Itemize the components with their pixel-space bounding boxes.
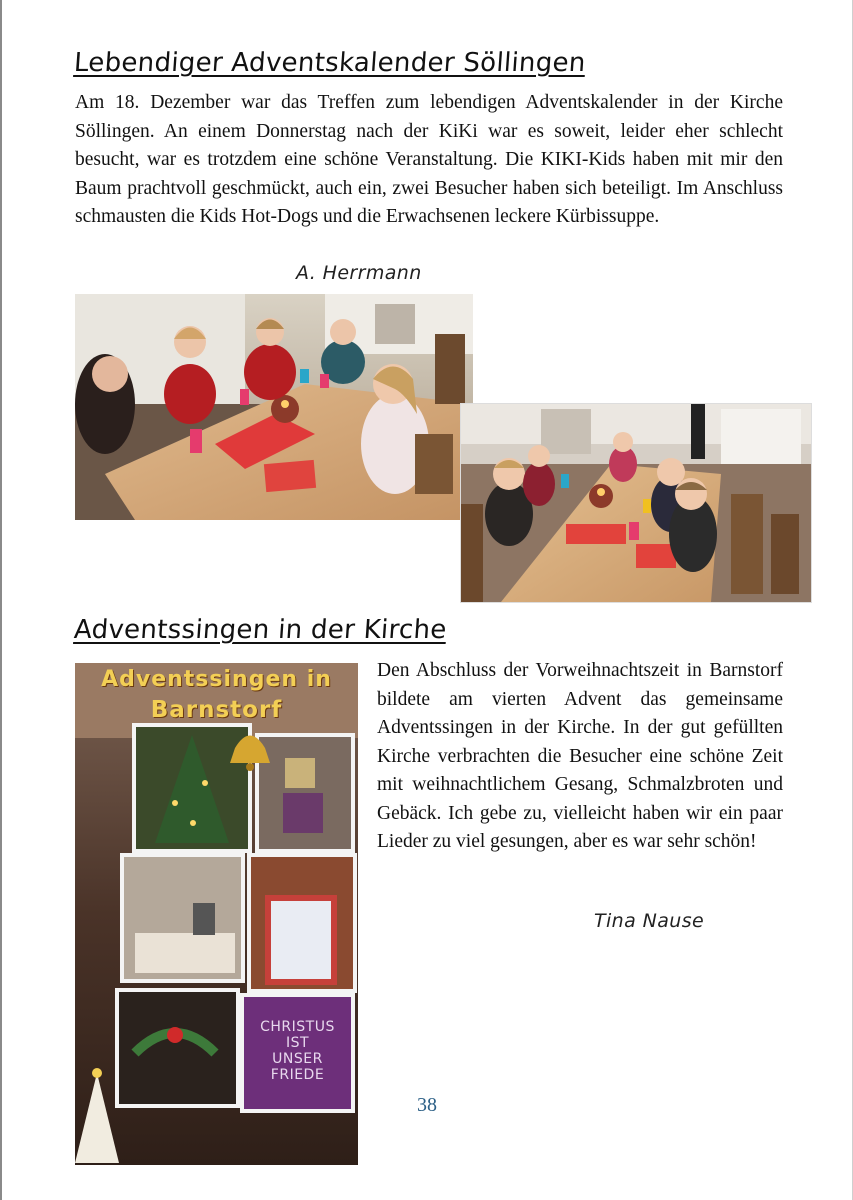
page-number: 38 <box>417 1094 437 1116</box>
section1-body-text: Am 18. Dezember war das Treffen zum lebendigen Adventskalender in der Kirche Söllingen. An einem Donnerstag nach der KiKi war es soweit, leider eher schlecht besucht, war es trotzdem eine schöne Veranstaltung. Die KIKI-Kids haben mit mir den Baum prachtvoll geschmückt, auch ein, zwei Besucher haben sich beteiligt. Im Anschluss schmausten die Kids Hot-Dogs und die Erwachsenen leckere Kürbissuppe. <box>75 92 783 227</box>
section2-body <box>377 657 783 857</box>
collage-art <box>75 663 358 1165</box>
banner-line-2: IST <box>285 1035 310 1051</box>
section1-body <box>75 89 783 232</box>
banner-line-1: CHRISTUS <box>260 1019 335 1035</box>
section1-signature: A. Herrmann <box>296 262 422 284</box>
page-left-edge <box>0 0 2 1200</box>
section2-signature: Tina Nause <box>594 910 705 932</box>
kids-table-photo-2 <box>460 403 812 603</box>
banner-line-3: UNSER <box>272 1051 323 1067</box>
section1-heading: Lebendiger Adventskalender Söllingen <box>72 48 587 78</box>
section2-heading: Adventssingen in der Kirche <box>72 615 448 645</box>
section2-body-text: Den Abschluss der Vorweihnachtszeit in Barnstorf bildete am vierten Advent das gemeinsame Adventssingen in der Kirche. In der gut gefüllten Kirche verbrachten die Besucher eine schöne Zeit mit weihnachtlichem Gesang, Schmalzbroten und Gebäck. Ich gebe zu, vielleicht haben wir ein paar Lieder zu viel gesungen, aber es war sehr schön! <box>377 660 783 852</box>
banner-line-4: FRIEDE <box>270 1067 325 1083</box>
collage-title-line1: Adventssingen in <box>101 667 332 692</box>
kids-table-photo-2-art <box>461 404 811 602</box>
collage-title-line2: Barnstorf <box>150 697 283 723</box>
advent-singing-collage <box>75 663 358 1165</box>
kids-table-photo-1 <box>75 294 473 520</box>
kids-table-photo-1-art <box>75 294 473 520</box>
